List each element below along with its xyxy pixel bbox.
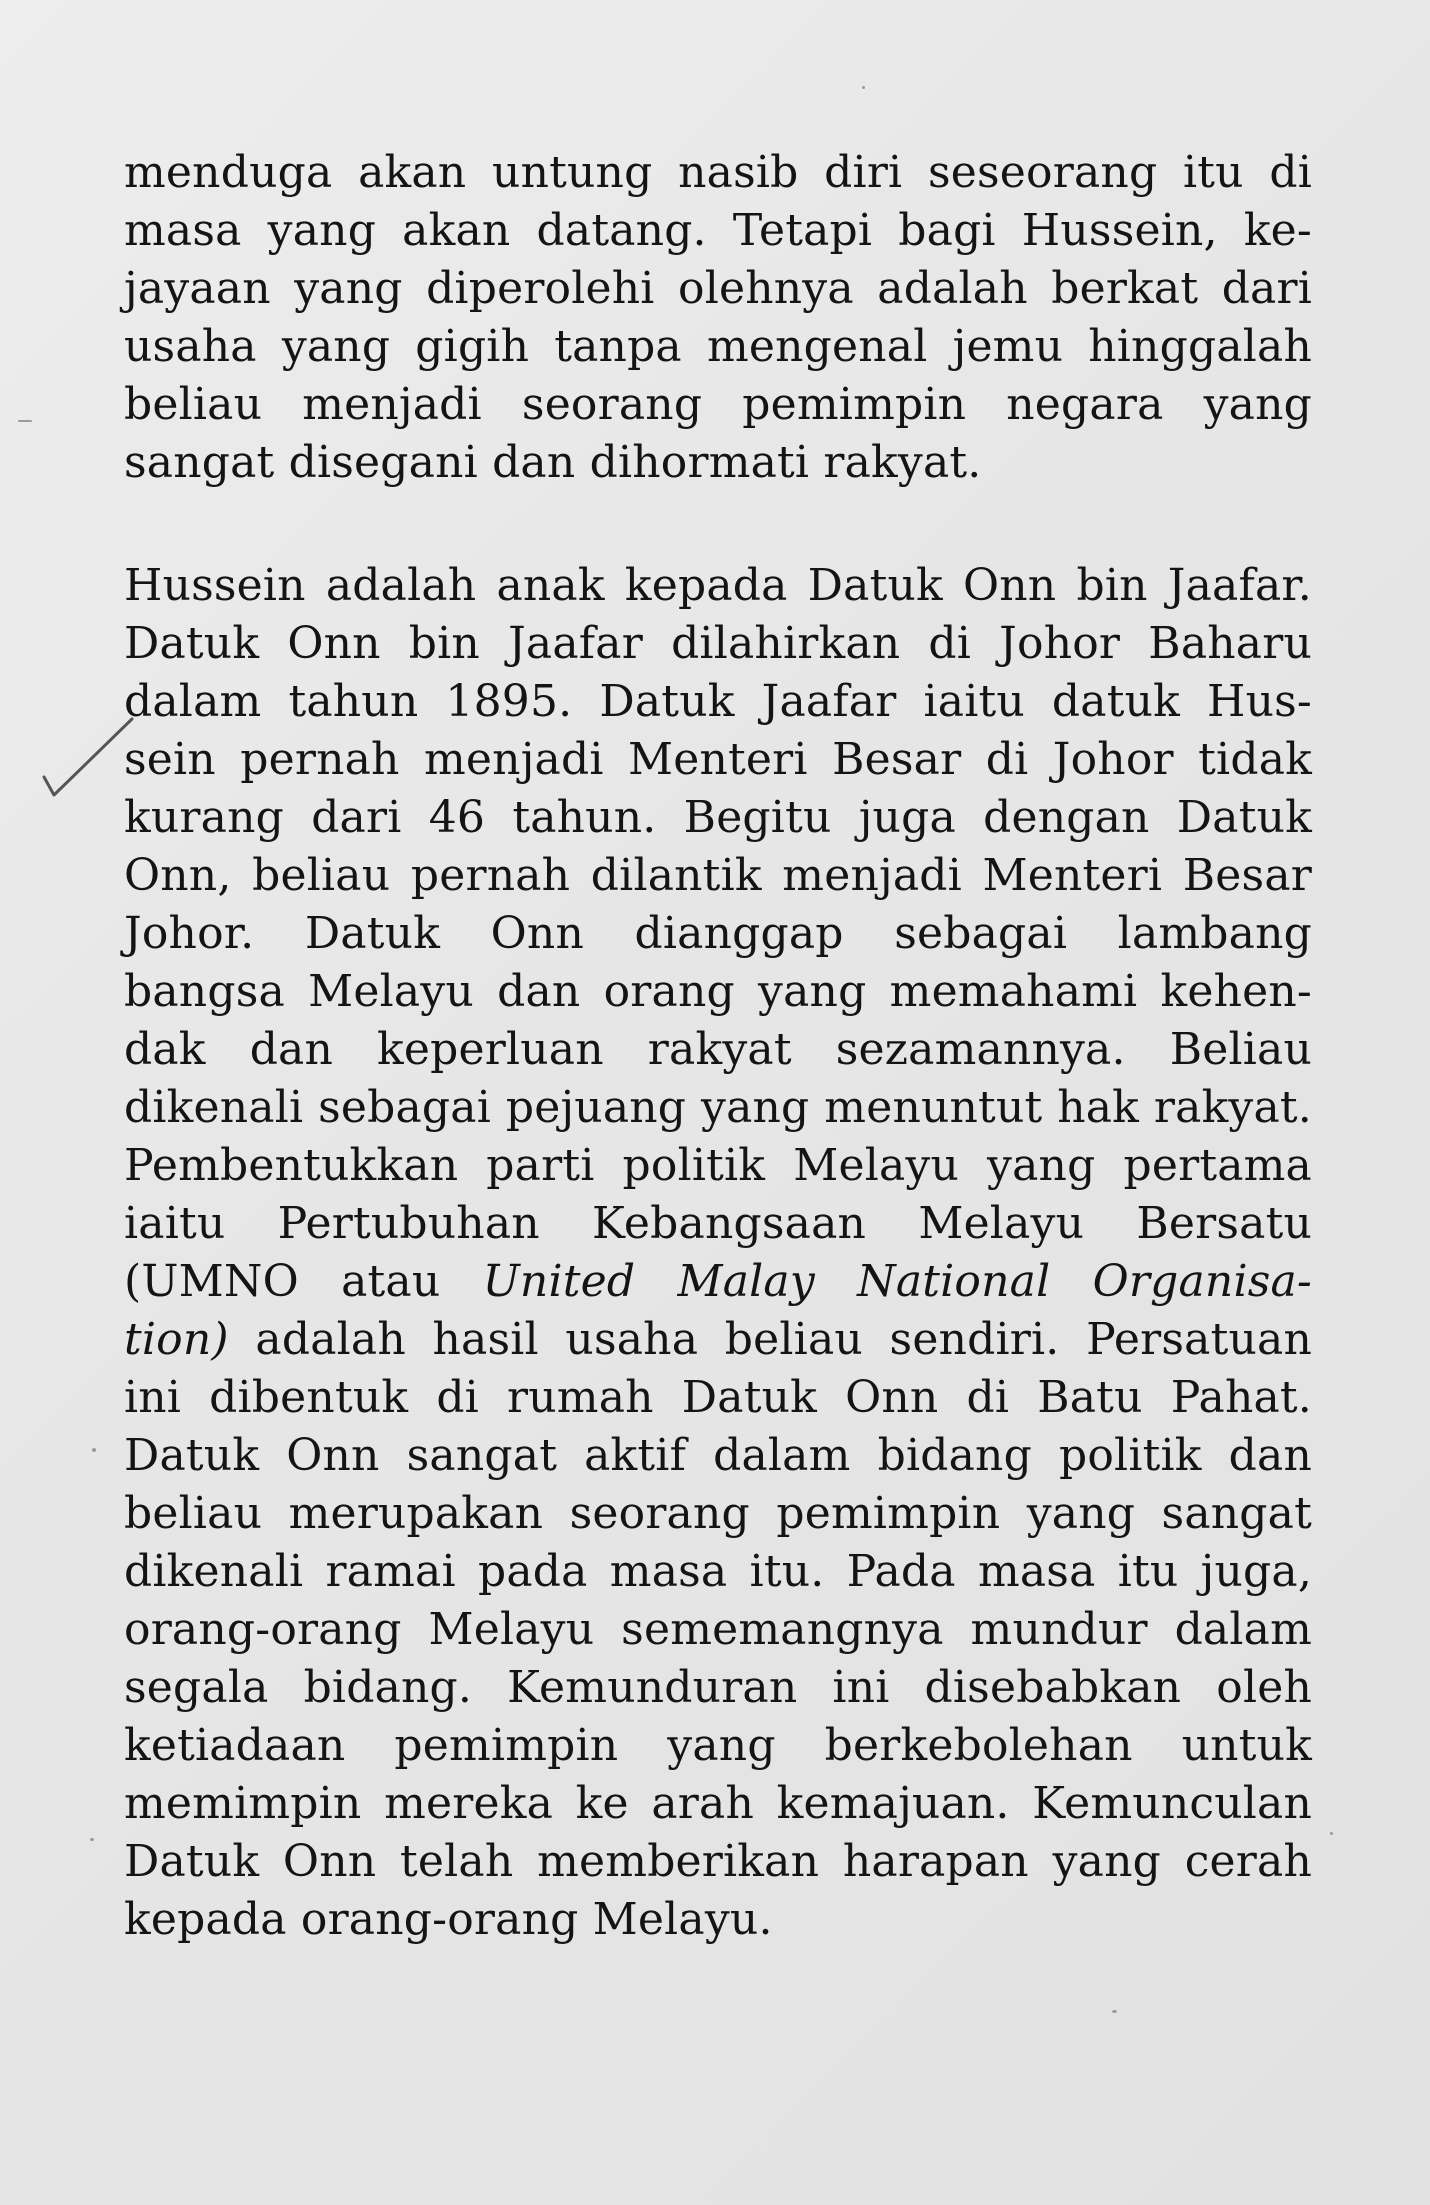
text-segment: adalah hasil usaha beliau sendiri. Persatuan	[228, 1314, 1312, 1365]
text-line: orang-orang Melayu sememangnya mundur dalam	[124, 1604, 1312, 1655]
text-line: menduga akan untung nasib diri seseorang itu di	[124, 147, 1312, 198]
paragraph-1	[124, 144, 1312, 492]
text-segment-italic: tion)	[124, 1314, 229, 1365]
text-line: dak dan keperluan rakyat sezamannya. Beliau	[124, 1024, 1312, 1075]
text-line-mixed	[124, 1253, 1312, 1311]
text-line: Datuk Onn sangat aktif dalam bidang politik dan	[124, 1430, 1312, 1481]
text-segment: (UMNO atau	[124, 1256, 483, 1307]
text-line: beliau merupakan seorang pemimpin yang sangat	[124, 1488, 1312, 1539]
text-line: dikenali sebagai pejuang yang menuntut hak rakyat.	[124, 1082, 1312, 1133]
text-line: kepada orang-orang Melayu.	[124, 1894, 773, 1945]
text-line: sangat disegani dan dihormati rakyat.	[124, 437, 982, 488]
text-line-mixed	[124, 1311, 1312, 1369]
text-line: Datuk Onn bin Jaafar dilahirkan di Johor Baharu	[124, 618, 1312, 669]
text-line: sein pernah menjadi Menteri Besar di Johor tidak	[124, 734, 1312, 785]
text-line: Datuk Onn telah memberikan harapan yang cerah	[124, 1836, 1312, 1887]
text-line: ketiadaan pemimpin yang berkebolehan untuk	[124, 1720, 1312, 1771]
text-line: jayaan yang diperolehi olehnya adalah berkat dari	[124, 263, 1312, 314]
text-line: segala bidang. Kemunduran ini disebabkan oleh	[124, 1662, 1312, 1713]
text-line: memimpin mereka ke arah kemajuan. Kemunculan	[124, 1778, 1312, 1829]
text-line: kurang dari 46 tahun. Begitu juga dengan Datuk	[124, 792, 1312, 843]
paper-speck	[862, 86, 865, 89]
paper-speck	[18, 420, 32, 422]
text-line: iaitu Pertubuhan Kebangsaan Melayu Bersatu	[124, 1198, 1312, 1249]
text-line: usaha yang gigih tanpa mengenal jemu hinggalah	[124, 321, 1312, 372]
paper-speck	[1112, 2010, 1117, 2013]
text-line: masa yang akan datang. Tetapi bagi Hussein, ke-	[124, 205, 1312, 256]
text-line: bangsa Melayu dan orang yang memahami kehen-	[124, 966, 1312, 1017]
text-segment-italic: United Malay National Organisa-	[482, 1256, 1312, 1307]
paragraph-2	[124, 557, 1312, 1949]
text-line: dikenali ramai pada masa itu. Pada masa itu juga,	[124, 1546, 1312, 1597]
paper-speck	[1330, 1832, 1333, 1835]
checkmark-icon	[40, 715, 140, 815]
text-line: Onn, beliau pernah dilantik menjadi Menteri Besar	[124, 850, 1312, 901]
text-line: Pembentukkan parti politik Melayu yang pertama	[124, 1140, 1312, 1191]
paper-speck	[92, 1448, 96, 1452]
text-line: ini dibentuk di rumah Datuk Onn di Batu Pahat.	[124, 1372, 1312, 1423]
text-line: beliau menjadi seorang pemimpin negara yang	[124, 379, 1312, 430]
text-line: dalam tahun 1895. Datuk Jaafar iaitu datuk Hus-	[124, 676, 1312, 727]
text-line: Johor. Datuk Onn dianggap sebagai lambang	[124, 908, 1312, 959]
text-line: Hussein adalah anak kepada Datuk Onn bin Jaafar.	[124, 560, 1312, 611]
paper-speck	[90, 1838, 94, 1841]
